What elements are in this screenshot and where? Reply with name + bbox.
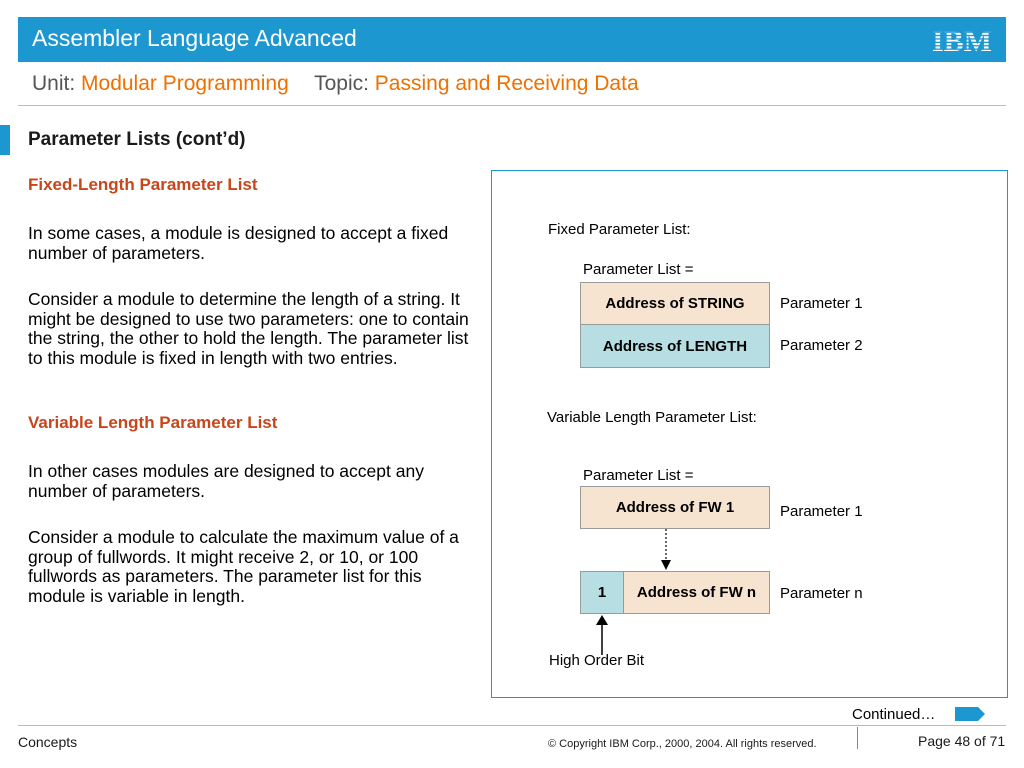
unit-label: Unit:	[32, 72, 76, 95]
fixed-length-heading: Fixed-Length Parameter List	[28, 175, 258, 194]
footer-vertical-divider	[857, 727, 858, 749]
footer-section-label: Concepts	[18, 734, 78, 750]
variable-list-caption: Variable Length Parameter List:	[547, 409, 757, 426]
variable-entry-fw1: Address of FW 1	[580, 486, 770, 529]
high-order-bit-arrow	[592, 613, 612, 655]
fixed-parameter-1-label: Parameter 1	[780, 295, 863, 312]
fixed-parameter-2-label: Parameter 2	[780, 337, 863, 354]
section-title: Parameter Lists (cont’d)	[28, 129, 246, 150]
variable-paragraph-2: Consider a module to calculate the maximum value of a group of fullwords. It might receive 2, or 10, or 100 fullwords as parameters. The parameter list for this module is variable in length.	[28, 527, 459, 606]
fixed-list-label: Parameter List =	[583, 261, 694, 278]
unit-value: Modular Programming	[81, 72, 289, 95]
ibm-logo	[930, 26, 994, 53]
variable-list-label: Parameter List =	[583, 467, 694, 484]
variable-paragraph-1: In other cases modules are designed to accept any number of parameters.	[28, 461, 424, 501]
variable-parameter-1-label: Parameter 1	[780, 503, 863, 520]
next-arrow-icon[interactable]	[955, 707, 985, 721]
footer-divider	[18, 725, 1006, 726]
fixed-paragraph-2: Consider a module to determine the length of a string. It might be designed to use two parameters: one to contain the string, the other to hold the length. The parameter list to this module is fixed in length with two entries.	[28, 289, 469, 368]
header-bar	[18, 17, 1006, 62]
page-number: Page 48 of 71	[918, 733, 1006, 749]
continued-label: Continued…	[852, 706, 936, 723]
topic-value: Passing and Receiving Data	[374, 72, 639, 95]
continuation-arrow	[652, 527, 680, 572]
fixed-list-caption: Fixed Parameter List:	[548, 221, 691, 238]
svg-text:IBM: IBM	[932, 26, 992, 53]
topic-label: Topic:	[314, 72, 369, 95]
section-marker	[0, 125, 10, 155]
fixed-entry-length: Address of LENGTH	[580, 324, 770, 368]
fixed-entry-string: Address of STRING	[580, 282, 770, 325]
copyright-notice: © Copyright IBM Corp., 2000, 2004. All rights reserved.	[548, 738, 817, 750]
variable-entry-fwn: Address of FW n	[623, 571, 770, 614]
high-order-bit-label: High Order Bit	[549, 652, 645, 669]
fixed-paragraph-1: In some cases, a module is designed to accept a fixed number of parameters.	[28, 223, 449, 263]
variable-length-heading: Variable Length Parameter List	[28, 413, 278, 432]
high-order-bit-box: 1	[580, 571, 624, 614]
header-divider	[18, 105, 1006, 106]
variable-parameter-n-label: Parameter n	[780, 585, 863, 602]
diagram-panel	[491, 170, 1008, 698]
course-title: Assembler Language Advanced	[32, 25, 357, 51]
unit-topic-line	[32, 72, 639, 96]
